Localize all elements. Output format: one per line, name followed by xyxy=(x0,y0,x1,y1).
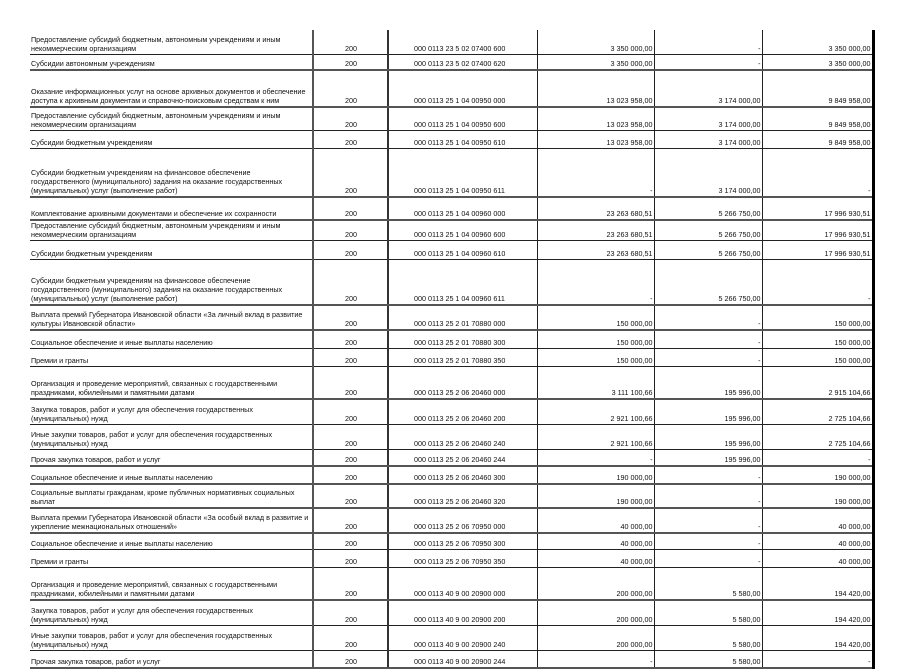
row-classification-code: 000 0113 25 1 04 00960 000 xyxy=(388,197,537,220)
row-line-code: 200 xyxy=(313,466,388,484)
row-remaining-amount: 9 849 958,00 xyxy=(762,70,873,107)
row-classification-code: 000 0113 40 9 00 20900 244 xyxy=(388,651,537,669)
row-description: Субсидии бюджетным учреждениям на финансовое обеспечение государственного (муниципального) задания на оказание государственных (муниципальных) услуг (выполнение работ) xyxy=(30,260,313,306)
row-executed-amount: 195 996,00 xyxy=(654,450,762,467)
row-line-code: 200 xyxy=(313,107,388,131)
row-line-code: 200 xyxy=(313,367,388,400)
table-row xyxy=(30,450,873,467)
row-line-code: 200 xyxy=(313,600,388,626)
row-description: Прочая закупка товаров, работ и услуг xyxy=(30,651,313,669)
row-remaining-amount: 194 420,00 xyxy=(762,626,873,651)
row-remaining-amount: 194 420,00 xyxy=(762,568,873,601)
row-approved-amount: 40 000,00 xyxy=(537,533,654,550)
row-approved-amount: 23 263 680,51 xyxy=(537,220,654,241)
row-description: Субсидии бюджетным учреждениям xyxy=(30,131,313,149)
row-line-code: 200 xyxy=(313,220,388,241)
row-executed-amount: 5 580,00 xyxy=(654,568,762,601)
row-approved-amount: 40 000,00 xyxy=(537,550,654,568)
row-classification-code: 000 0113 25 2 06 70950 350 xyxy=(388,550,537,568)
row-line-code: 200 xyxy=(313,131,388,149)
row-remaining-amount: 3 350 000,00 xyxy=(762,55,873,71)
table-row xyxy=(30,330,873,349)
row-approved-amount: 150 000,00 xyxy=(537,349,654,367)
row-classification-code: 000 0113 25 1 04 00960 600 xyxy=(388,220,537,241)
row-executed-amount: - xyxy=(654,533,762,550)
row-line-code: 200 xyxy=(313,651,388,669)
row-description: Закупка товаров, работ и услуг для обеспечения государственных (муниципальных) нужд xyxy=(30,399,313,425)
row-line-code: 200 xyxy=(313,533,388,550)
row-classification-code: 000 0113 25 2 06 20460 300 xyxy=(388,466,537,484)
row-line-code: 200 xyxy=(313,330,388,349)
row-classification-code: 000 0113 25 1 04 00960 610 xyxy=(388,241,537,260)
row-executed-amount: 5 580,00 xyxy=(654,600,762,626)
row-classification-code: 000 0113 23 5 02 07400 620 xyxy=(388,55,537,71)
row-approved-amount: - xyxy=(537,149,654,198)
table-row xyxy=(30,367,873,400)
row-approved-amount: 2 921 100,66 xyxy=(537,425,654,450)
row-description: Премии и гранты xyxy=(30,349,313,367)
row-executed-amount: - xyxy=(654,550,762,568)
table-row xyxy=(30,30,873,55)
row-executed-amount: 3 174 000,00 xyxy=(654,107,762,131)
row-description: Прочая закупка товаров, работ и услуг xyxy=(30,450,313,467)
row-remaining-amount: 40 000,00 xyxy=(762,508,873,533)
row-approved-amount: 3 350 000,00 xyxy=(537,55,654,71)
table-row xyxy=(30,107,873,131)
row-executed-amount: - xyxy=(654,349,762,367)
row-remaining-amount: 3 350 000,00 xyxy=(762,30,873,55)
table-row xyxy=(30,399,873,425)
row-executed-amount: 5 580,00 xyxy=(654,626,762,651)
row-executed-amount: - xyxy=(654,30,762,55)
row-remaining-amount: 2 915 104,66 xyxy=(762,367,873,400)
row-line-code: 200 xyxy=(313,508,388,533)
table-row xyxy=(30,305,873,330)
row-approved-amount: - xyxy=(537,651,654,669)
row-remaining-amount: 40 000,00 xyxy=(762,533,873,550)
table-row xyxy=(30,349,873,367)
row-executed-amount: 5 266 750,00 xyxy=(654,220,762,241)
row-description: Предоставление субсидий бюджетным, автономным учреждениям и иным некоммерческим организациям xyxy=(30,30,313,55)
row-description: Субсидии автономным учреждениям xyxy=(30,55,313,71)
row-classification-code: 000 0113 25 2 01 70880 300 xyxy=(388,330,537,349)
row-line-code: 200 xyxy=(313,305,388,330)
row-classification-code: 000 0113 25 2 01 70880 000 xyxy=(388,305,537,330)
row-classification-code: 000 0113 25 1 04 00950 600 xyxy=(388,107,537,131)
row-description: Комплектование архивными документами и обеспечение их сохранности xyxy=(30,197,313,220)
table-row xyxy=(30,651,873,669)
row-executed-amount: 3 174 000,00 xyxy=(654,149,762,198)
row-executed-amount: 195 996,00 xyxy=(654,399,762,425)
table-row xyxy=(30,425,873,450)
row-description: Иные закупки товаров, работ и услуг для обеспечения государственных (муниципальных) нужд xyxy=(30,425,313,450)
row-description: Социальное обеспечение и иные выплаты населению xyxy=(30,330,313,349)
row-executed-amount: - xyxy=(654,508,762,533)
row-classification-code: 000 0113 25 1 04 00950 610 xyxy=(388,131,537,149)
row-remaining-amount: 40 000,00 xyxy=(762,550,873,568)
row-classification-code: 000 0113 25 2 06 20460 244 xyxy=(388,450,537,467)
row-executed-amount: 5 266 750,00 xyxy=(654,241,762,260)
row-remaining-amount: 150 000,00 xyxy=(762,349,873,367)
row-executed-amount: 5 580,00 xyxy=(654,651,762,669)
table-row xyxy=(30,484,873,508)
row-approved-amount: 23 263 680,51 xyxy=(537,197,654,220)
row-executed-amount: - xyxy=(654,484,762,508)
row-approved-amount: 13 023 958,00 xyxy=(537,107,654,131)
row-executed-amount: 195 996,00 xyxy=(654,367,762,400)
row-classification-code: 000 0113 25 2 06 20460 200 xyxy=(388,399,537,425)
table-row xyxy=(30,600,873,626)
row-description: Субсидии бюджетным учреждениям на финансовое обеспечение государственного (муниципального) задания на оказание государственных (муниципальных) услуг (выполнение работ) xyxy=(30,149,313,198)
row-classification-code: 000 0113 40 9 00 20900 000 xyxy=(388,568,537,601)
row-classification-code: 000 0113 25 2 01 70880 350 xyxy=(388,349,537,367)
row-classification-code: 000 0113 23 5 02 07400 600 xyxy=(388,30,537,55)
row-remaining-amount: 150 000,00 xyxy=(762,330,873,349)
row-line-code: 200 xyxy=(313,241,388,260)
row-line-code: 200 xyxy=(313,568,388,601)
row-remaining-amount: 9 849 958,00 xyxy=(762,107,873,131)
row-remaining-amount: - xyxy=(762,450,873,467)
row-line-code: 200 xyxy=(313,399,388,425)
row-description: Закупка товаров, работ и услуг для обеспечения государственных (муниципальных) нужд xyxy=(30,600,313,626)
row-remaining-amount: - xyxy=(762,149,873,198)
row-approved-amount: 2 921 100,66 xyxy=(537,399,654,425)
row-approved-amount: 200 000,00 xyxy=(537,600,654,626)
row-executed-amount: 3 174 000,00 xyxy=(654,70,762,107)
row-executed-amount: 5 266 750,00 xyxy=(654,197,762,220)
row-remaining-amount: 9 849 958,00 xyxy=(762,131,873,149)
row-executed-amount: 5 266 750,00 xyxy=(654,260,762,306)
row-approved-amount: 3 111 100,66 xyxy=(537,367,654,400)
row-remaining-amount: 150 000,00 xyxy=(762,305,873,330)
row-remaining-amount: 2 725 104,66 xyxy=(762,425,873,450)
row-approved-amount: - xyxy=(537,450,654,467)
row-executed-amount: - xyxy=(654,55,762,71)
row-classification-code: 000 0113 25 2 06 70950 000 xyxy=(388,508,537,533)
row-approved-amount: 150 000,00 xyxy=(537,305,654,330)
row-classification-code: 000 0113 25 1 04 00960 611 xyxy=(388,260,537,306)
budget-table xyxy=(30,30,875,669)
table-row xyxy=(30,466,873,484)
row-description: Выплата премий Губернатора Ивановской области «За личный вклад в развитие культуры Ивановской области» xyxy=(30,305,313,330)
row-executed-amount: - xyxy=(654,330,762,349)
row-line-code: 200 xyxy=(313,55,388,71)
table-row xyxy=(30,568,873,601)
row-classification-code: 000 0113 25 1 04 00950 000 xyxy=(388,70,537,107)
row-line-code: 200 xyxy=(313,450,388,467)
row-description: Организация и проведение мероприятий, связанных с государственными праздниками, юбилейными и памятными датами xyxy=(30,568,313,601)
row-approved-amount: 190 000,00 xyxy=(537,466,654,484)
row-executed-amount: 195 996,00 xyxy=(654,425,762,450)
row-classification-code: 000 0113 25 2 06 20460 240 xyxy=(388,425,537,450)
row-remaining-amount: 2 725 104,66 xyxy=(762,399,873,425)
row-approved-amount: 13 023 958,00 xyxy=(537,131,654,149)
row-remaining-amount: 190 000,00 xyxy=(762,484,873,508)
row-description: Предоставление субсидий бюджетным, автономным учреждениям и иным некоммерческим организациям xyxy=(30,107,313,131)
row-description: Социальное обеспечение и иные выплаты населению xyxy=(30,466,313,484)
row-remaining-amount: 190 000,00 xyxy=(762,466,873,484)
row-description: Предоставление субсидий бюджетным, автономным учреждениям и иным некоммерческим организациям xyxy=(30,220,313,241)
row-description: Иные закупки товаров, работ и услуг для обеспечения государственных (муниципальных) нужд xyxy=(30,626,313,651)
row-description: Оказание информационных услуг на основе архивных документов и обеспечение доступа к архивным документам и справочно-поисковым средствам к ним xyxy=(30,70,313,107)
row-remaining-amount: 17 996 930,51 xyxy=(762,241,873,260)
row-classification-code: 000 0113 40 9 00 20900 240 xyxy=(388,626,537,651)
table-row xyxy=(30,197,873,220)
table-row xyxy=(30,241,873,260)
row-approved-amount: 190 000,00 xyxy=(537,484,654,508)
table-row xyxy=(30,533,873,550)
row-line-code: 200 xyxy=(313,484,388,508)
row-approved-amount: 13 023 958,00 xyxy=(537,70,654,107)
row-approved-amount: 200 000,00 xyxy=(537,568,654,601)
row-classification-code: 000 0113 25 2 06 20460 320 xyxy=(388,484,537,508)
row-description: Премии и гранты xyxy=(30,550,313,568)
table-row xyxy=(30,149,873,198)
row-remaining-amount: 17 996 930,51 xyxy=(762,220,873,241)
row-line-code: 200 xyxy=(313,260,388,306)
row-classification-code: 000 0113 25 2 06 20460 000 xyxy=(388,367,537,400)
row-remaining-amount: - xyxy=(762,651,873,669)
row-line-code: 200 xyxy=(313,349,388,367)
table-row xyxy=(30,70,873,107)
table-row xyxy=(30,55,873,71)
row-description: Субсидии бюджетным учреждениям xyxy=(30,241,313,260)
table-row xyxy=(30,508,873,533)
row-executed-amount: - xyxy=(654,305,762,330)
table-row xyxy=(30,626,873,651)
table-row xyxy=(30,260,873,306)
row-line-code: 200 xyxy=(313,30,388,55)
row-approved-amount: 200 000,00 xyxy=(537,626,654,651)
row-line-code: 200 xyxy=(313,425,388,450)
row-line-code: 200 xyxy=(313,550,388,568)
row-remaining-amount: 17 996 930,51 xyxy=(762,197,873,220)
row-remaining-amount: 194 420,00 xyxy=(762,600,873,626)
row-classification-code: 000 0113 25 2 06 70950 300 xyxy=(388,533,537,550)
row-description: Организация и проведение мероприятий, связанных с государственными праздниками, юбилейными и памятными датами xyxy=(30,367,313,400)
table-row xyxy=(30,131,873,149)
row-line-code: 200 xyxy=(313,197,388,220)
row-line-code: 200 xyxy=(313,70,388,107)
table-row xyxy=(30,550,873,568)
row-executed-amount: 3 174 000,00 xyxy=(654,131,762,149)
row-approved-amount: 3 350 000,00 xyxy=(537,30,654,55)
table-body xyxy=(30,30,873,668)
row-description: Социальное обеспечение и иные выплаты населению xyxy=(30,533,313,550)
row-remaining-amount: - xyxy=(762,260,873,306)
row-approved-amount: 23 263 680,51 xyxy=(537,241,654,260)
row-line-code: 200 xyxy=(313,149,388,198)
row-classification-code: 000 0113 25 1 04 00950 611 xyxy=(388,149,537,198)
row-description: Выплата премии Губернатора Ивановской области «За особый вклад в развитие и укрепление межнациональных отношений» xyxy=(30,508,313,533)
row-description: Социальные выплаты гражданам, кроме публичных нормативных социальных выплат xyxy=(30,484,313,508)
row-executed-amount: - xyxy=(654,466,762,484)
row-approved-amount: - xyxy=(537,260,654,306)
row-line-code: 200 xyxy=(313,626,388,651)
row-approved-amount: 150 000,00 xyxy=(537,330,654,349)
row-approved-amount: 40 000,00 xyxy=(537,508,654,533)
table-row xyxy=(30,220,873,241)
row-classification-code: 000 0113 40 9 00 20900 200 xyxy=(388,600,537,626)
